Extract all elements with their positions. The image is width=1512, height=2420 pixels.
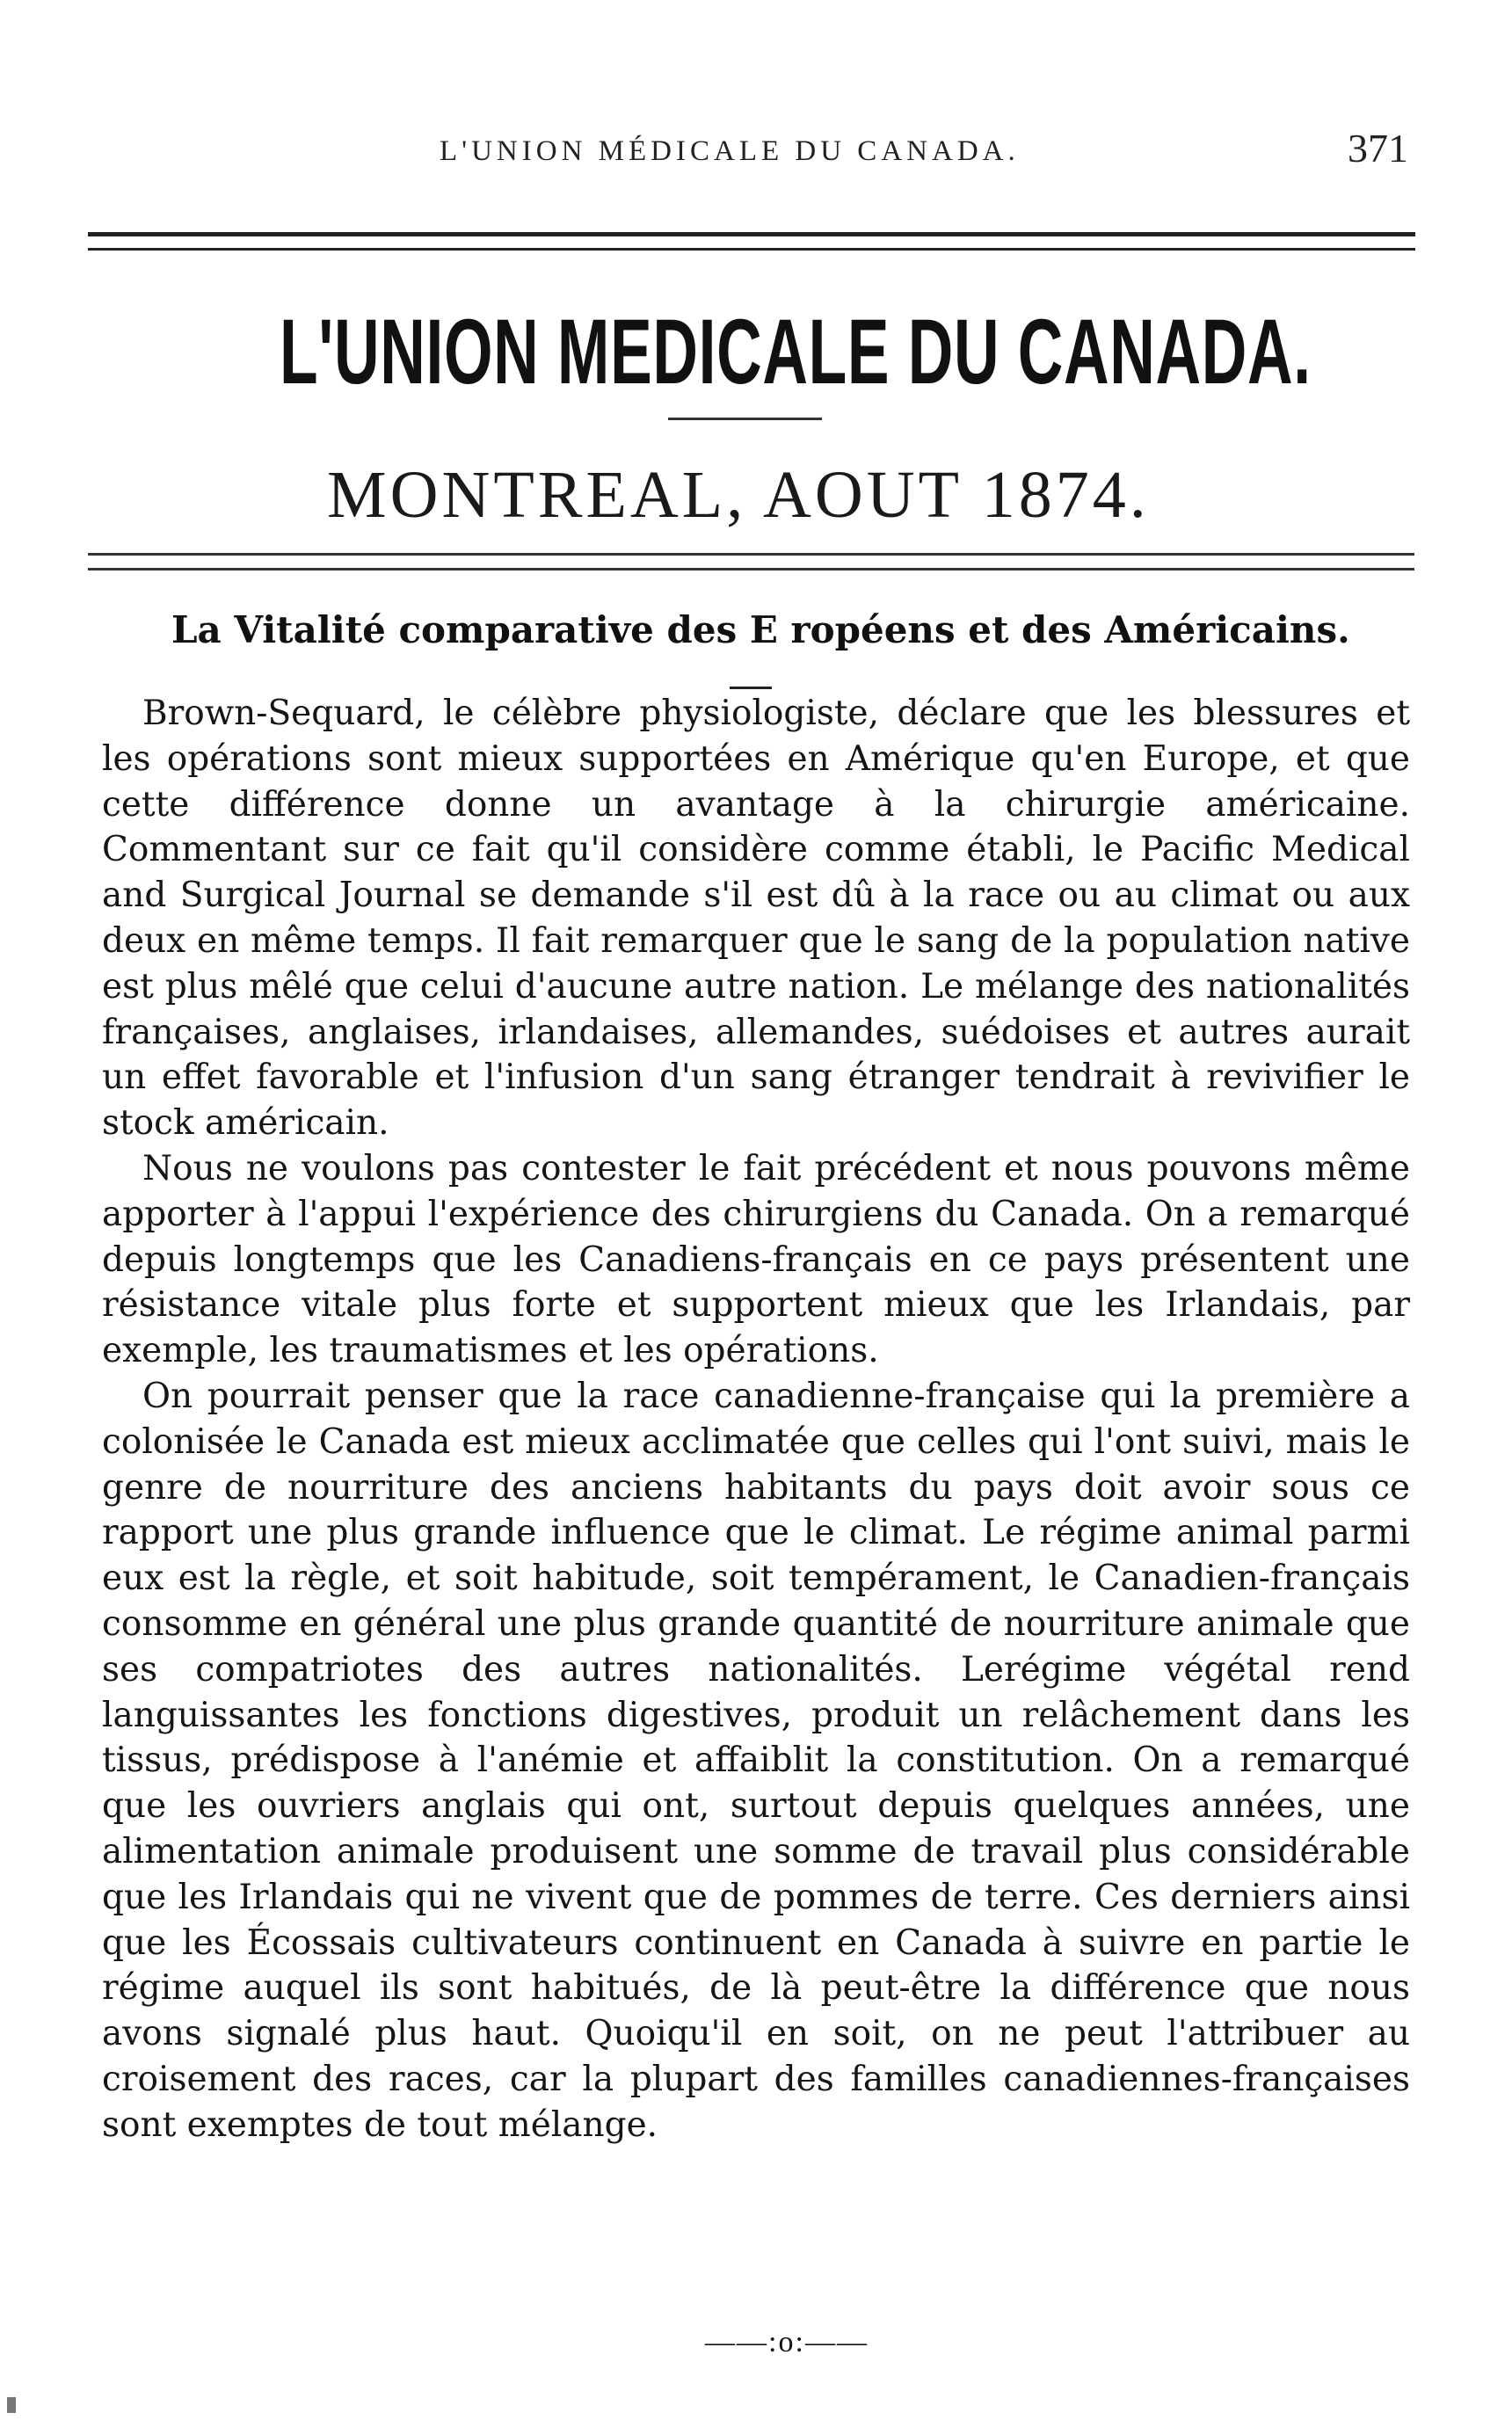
masthead-title: L'UNION MEDICALE DU CANADA.	[280, 301, 1312, 403]
paragraph: On pourrait penser que la race canadienne-française qui la première a colonisée le Canada est mieux acclimatée que celles qui l'ont suivi, mais le genre de nourriture des anciens habitants du pays doit avoir sous ce rapport une plus grande influence que le climat. Le régime animal parmi eux est la règle, et soit habitude, soit tempérament, le Canadien-français consomme en général une plus grande quantité de nourriture animale que ses compatriotes des autres nationalités. Lerégime végétal rend languissantes les fonctions digestives, produit un relâchement dans les tissus, prédispose à l'anémie et affaiblit la constitution. On a remarqué que les ouvriers anglais qui ont, surtout depuis quelques années, une alimentation animale produisent une somme de travail plus considérable que les Irlandais qui ne vivent que de pommes de terre. Ces derniers ainsi que les Écossais cultivateurs continuent en Canada à suivre en partie le régime auquel ils sont habitués, de là peut-être la différence que nous avons signalé plus haut. Quoiqu'il en soit, on ne peut l'attribuer au croisement des races, car la plupart des familles canadiennes-françaises sont exemptes de tout mélange.	[102, 1376, 1410, 2145]
article-title: La Vitalité comparative des E ropéens et des Américains.	[171, 608, 1350, 651]
article-title-rule	[730, 687, 772, 689]
masthead-double-rule	[88, 553, 1414, 570]
running-title: L'UNION MÉDICALE DU CANADA.	[440, 135, 1020, 167]
paragraph: Nous ne voulons pas contester le fait précédent et nous pouvons même apporter à l'appui l'expérience des chirurgiens du Canada. On a remarqué depuis longtemps que les Canadiens-français en ce pays présentent une résistance vitale plus forte et supportent mieux que les Irlandais, par exemple, les traumatismes et les opérations.	[102, 1148, 1410, 1371]
scan-mark	[7, 2397, 16, 2413]
section-separator: ——:o:——	[705, 2326, 869, 2358]
paragraph: Brown-Sequard, le célèbre physiologiste, déclare que les blessures et les opérations sont mieux supportées en Amérique qu'en Europe, et que cette différence donne un avantage à la chirurgie américaine. Commentant sur ce fait qu'il considère comme établi, le Pacific Medical and Surgical Journal se demande s'il est dû à la race ou au climat ou aux deux en même temps. Il fait remarquer que le sang de la population native est plus mêlé que celui d'aucune autre nation. Le mélange des nationalités françaises, anglaises, irlandaises, allemandes, suédoises et autres aurait un effet favorable et l'infusion d'un sang étranger tendrait à revivifier le stock américain.	[102, 694, 1410, 1144]
masthead-divider	[668, 418, 822, 420]
page-number: 371	[1348, 126, 1408, 171]
running-header	[104, 125, 1408, 186]
article-body	[102, 691, 1410, 2148]
header-rule	[88, 232, 1415, 251]
dateline: MONTREAL, AOUT 1874.	[327, 458, 1150, 532]
